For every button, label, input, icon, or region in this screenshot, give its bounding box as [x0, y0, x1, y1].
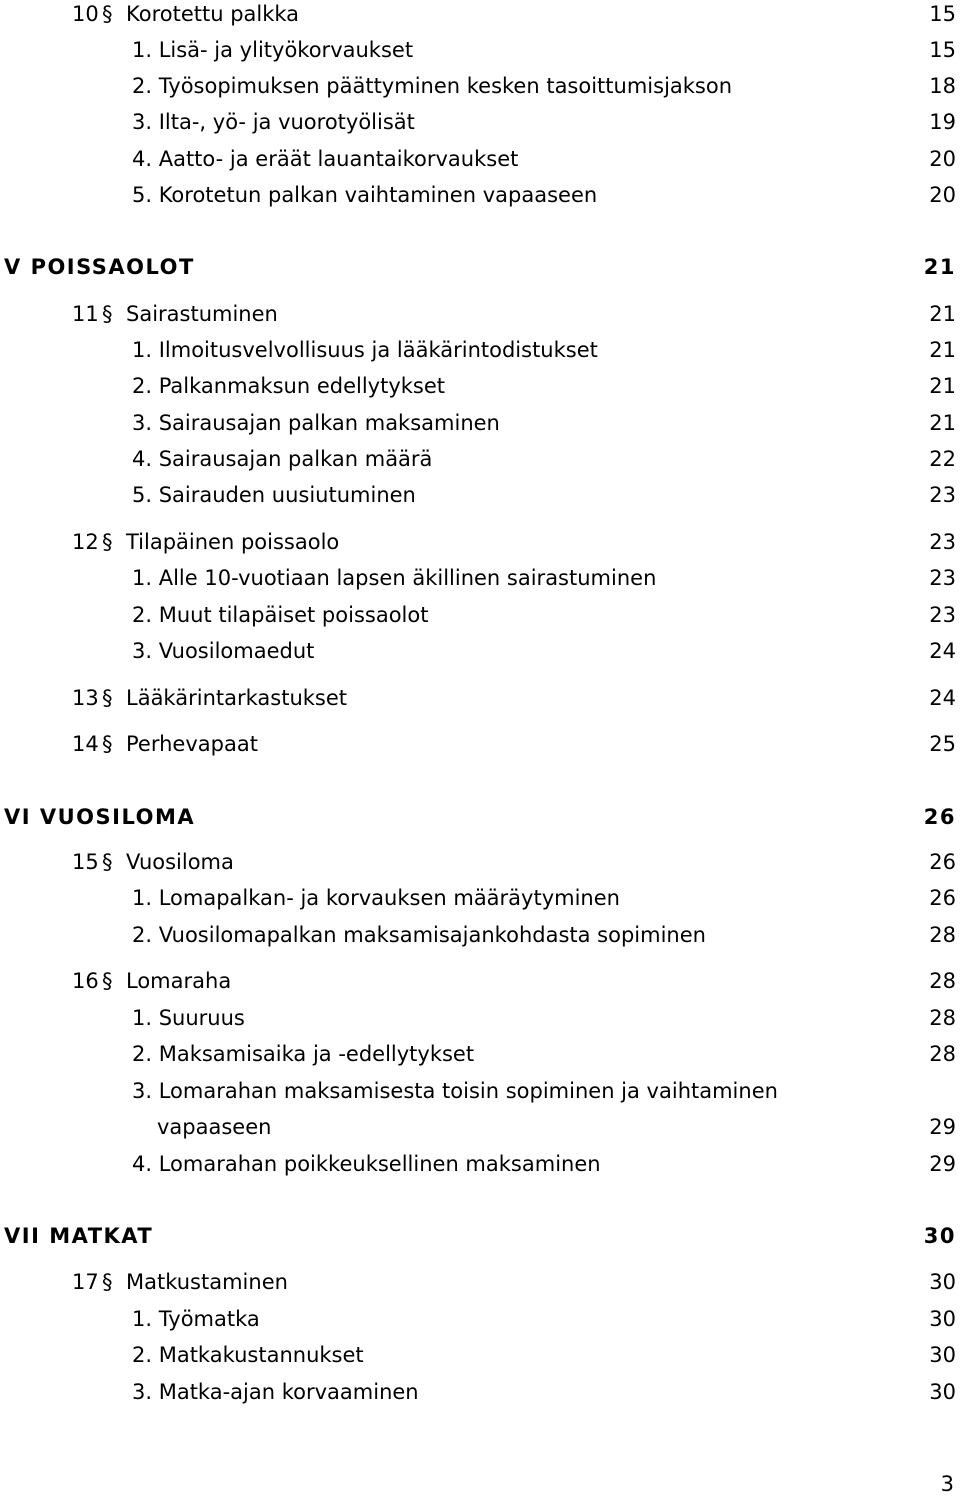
- page-ref: 23: [929, 483, 956, 507]
- page-number: 3: [940, 1472, 954, 1496]
- page-ref: 30: [929, 1380, 956, 1404]
- page-ref: 21: [929, 338, 956, 362]
- page-ref: 30: [929, 1307, 956, 1331]
- sub-entry-label: 1. Työmatka: [132, 1307, 260, 1331]
- chapter-number: 12: [72, 530, 99, 554]
- page-ref: 25: [929, 732, 956, 756]
- page-ref: 20: [929, 147, 956, 171]
- sub-entry-label: 5. Korotetun palkan vaihtaminen vapaaseen: [132, 183, 598, 207]
- chapter-title: Matkustaminen: [126, 1270, 288, 1294]
- section-sign: §: [102, 732, 113, 756]
- sub-entry-label: 1. Suuruus: [132, 1006, 245, 1030]
- sub-entry-label: 1. Lomapalkan- ja korvauksen määräytyminen: [132, 886, 620, 910]
- chapter-title: Lomaraha: [126, 969, 232, 993]
- page-ref: 24: [929, 639, 956, 663]
- page-ref: 21: [929, 302, 956, 326]
- chapter-number: 16: [72, 969, 99, 993]
- page-ref: 28: [929, 969, 956, 993]
- chapter-number: 15: [72, 850, 99, 874]
- sub-entry-label: 3. Sairausajan palkan maksaminen: [132, 411, 500, 435]
- sub-entry-label: 2. Vuosilomapalkan maksamisajankohdasta sopiminen: [132, 923, 706, 947]
- section-sign: §: [102, 850, 113, 874]
- chapter-number: 10: [72, 2, 99, 26]
- chapter-number: 14: [72, 732, 99, 756]
- page-ref: 28: [929, 923, 956, 947]
- sub-entry-label: 2. Palkanmaksun edellytykset: [132, 374, 446, 398]
- page-ref: 21: [929, 411, 956, 435]
- page-ref: 26: [923, 805, 956, 829]
- part-title: VI VUOSILOMA: [4, 805, 196, 829]
- page-ref: 20: [929, 183, 956, 207]
- sub-entry-label: 2. Matkakustannukset: [132, 1343, 364, 1367]
- page-ref: 24: [929, 686, 956, 710]
- section-sign: §: [102, 302, 113, 326]
- section-sign: §: [102, 530, 113, 554]
- page-ref: 30: [929, 1270, 956, 1294]
- sub-entry-continuation: vapaaseen: [157, 1115, 272, 1139]
- page-ref: 23: [929, 566, 956, 590]
- part-title: VII MATKAT: [4, 1224, 154, 1248]
- sub-entry-label: 3. Ilta-, yö- ja vuorotyölisät: [132, 110, 415, 134]
- chapter-number: 13: [72, 686, 99, 710]
- page-ref: 18: [929, 74, 956, 98]
- part-title: V POISSAOLOT: [4, 255, 195, 279]
- chapter-title: Sairastuminen: [126, 302, 278, 326]
- section-sign: §: [102, 1270, 113, 1294]
- chapter-number: 11: [72, 302, 99, 326]
- section-sign: §: [102, 686, 113, 710]
- sub-entry-label: 1. Ilmoitusvelvollisuus ja lääkärintodistukset: [132, 338, 598, 362]
- page-ref: 15: [929, 38, 956, 62]
- page-ref: 30: [929, 1343, 956, 1367]
- section-sign: §: [102, 969, 113, 993]
- page-ref: 30: [923, 1224, 956, 1248]
- sub-entry-label: 4. Sairausajan palkan määrä: [132, 447, 433, 471]
- page-ref: 21: [929, 374, 956, 398]
- sub-entry-label: 3. Lomarahan maksamisesta toisin sopiminen ja vaihtaminen: [132, 1079, 778, 1103]
- sub-entry-label: 4. Aatto- ja eräät lauantaikorvaukset: [132, 147, 519, 171]
- page-ref: 22: [929, 447, 956, 471]
- chapter-number: 17: [72, 1270, 99, 1294]
- sub-entry-label: 5. Sairauden uusiutuminen: [132, 483, 416, 507]
- page-ref: 28: [929, 1006, 956, 1030]
- sub-entry-label: 2. Muut tilapäiset poissaolot: [132, 603, 429, 627]
- chapter-title: Vuosiloma: [126, 850, 234, 874]
- sub-entry-label: 1. Lisä- ja ylityökorvaukset: [132, 38, 414, 62]
- chapter-title: Tilapäinen poissaolo: [126, 530, 340, 554]
- sub-entry-label: 2. Työsopimuksen päättyminen kesken tasoittumisjakson: [132, 74, 733, 98]
- chapter-title: Korotettu palkka: [126, 2, 300, 26]
- sub-entry-label: 3. Matka-ajan korvaaminen: [132, 1380, 419, 1404]
- page-ref: 21: [923, 255, 956, 279]
- page-ref: 26: [929, 850, 956, 874]
- page-ref: 28: [929, 1042, 956, 1066]
- page-ref: 26: [929, 886, 956, 910]
- page-ref: 29: [929, 1115, 956, 1139]
- page-ref: 23: [929, 603, 956, 627]
- sub-entry-label: 4. Lomarahan poikkeuksellinen maksaminen: [132, 1152, 601, 1176]
- page-ref: 23: [929, 530, 956, 554]
- sub-entry-label: 1. Alle 10-vuotiaan lapsen äkillinen sairastuminen: [132, 566, 657, 590]
- page-ref: 15: [929, 2, 956, 26]
- page-ref: 29: [929, 1152, 956, 1176]
- chapter-title: Perhevapaat: [126, 732, 258, 756]
- section-sign: §: [102, 2, 113, 26]
- chapter-title: Lääkärintarkastukset: [126, 686, 348, 710]
- page-ref: 19: [929, 110, 956, 134]
- sub-entry-label: 2. Maksamisaika ja -edellytykset: [132, 1042, 475, 1066]
- sub-entry-label: 3. Vuosilomaedut: [132, 639, 315, 663]
